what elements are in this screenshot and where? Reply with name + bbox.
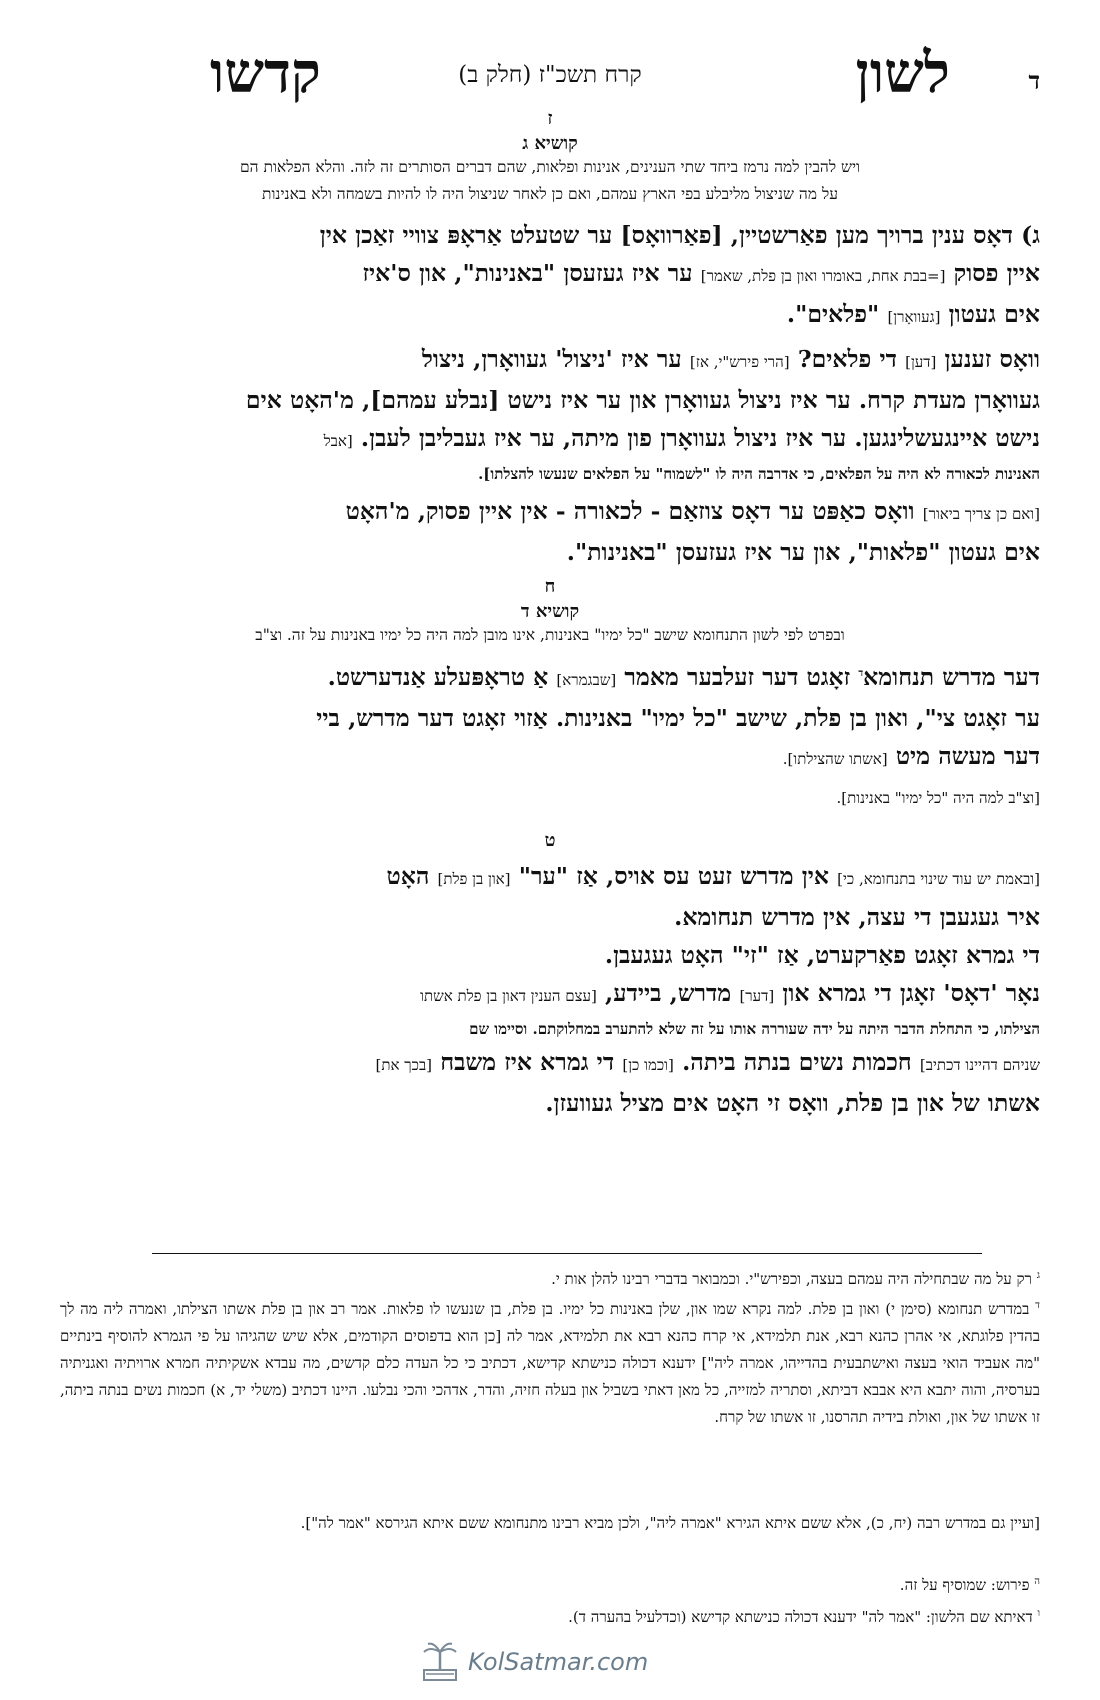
section-letter: ז <box>547 108 553 129</box>
note-line: [וצ"ב למה היה "כל ימיו" באנינות]. <box>836 788 1040 807</box>
text-line: הצילתו, כי התחלת הדבר היתה על ידה שעוררה אותו על זה שלא להתערב במחלוקתם. וסיימו שם <box>469 1020 1040 1038</box>
paragraph <box>60 492 1040 571</box>
paragraph <box>60 340 1040 488</box>
section-chet <box>60 576 1040 812</box>
text-line: [ובאמת יש עוד שינוי בתנחומא, כי] אין מדרש זעט עס אויס, אַז "ער" [און בן פלת] האָט <box>386 862 1040 890</box>
brand-name: KolSatmar.com <box>468 1648 649 1676</box>
text-line: איין פסוק [=בבת אחת, באומרו ואון בן פלת, שאמר] ער איז געזעסן "באנינות", און ס'איז <box>362 259 1040 287</box>
intro-line: ויש להבין למה נרמז ביחד שתי הענינים, אנינות ופלאות, שהם דברים הסותרים זה לזה. והלא הפלאות הם <box>239 158 861 176</box>
paragraph <box>60 216 1040 336</box>
paragraph <box>60 655 1040 778</box>
header-title-left: קדשו <box>210 40 321 106</box>
text-line: אים געטון "פלאות", און ער איז געזעסן "באנינות". <box>566 538 1040 566</box>
text-line: די גמרא זאָגט פאַרקערט, אַז "זי" האָט געגעבן. <box>604 941 1040 969</box>
header-subtitle: קרח תשכ"ז (חלק ב) <box>458 62 642 88</box>
footnote: $^ד$ במדרש תנחומא (סימן י) ואון בן פלת. למה נקרא שמו און, שלן באנינות כל ימיו. בן פלת, בן שנעשו לו פלאות. אמר רב און בן פלת אשתו הצילתו, ואמרה ליה מה לך בהדין פלוגתא, אי אהרן כהנא רבא, אנת תלמידא, אי קרח כהנא רבא את תלמידא, אמר לה [כן הוא בדפוסים הקודמים, אלא שיש שהגיהו על פי הגמרא להוסיף בינתיים "מה אעביד הואי בעצה ואישתבעית בהדייהו, אמרה ליה"] ידענא דכולה כנישתא קדישא, דכתיב כי כל העדה כלם קדשים, מה עבדא אשקיתיה חמרא ארויתיה ואגניתיה בערסיה, והוה יתבא היא אבבא דביתא, וסתריה למזייה, כל מאן דאתי בשביל און בעלה חזיה, והדר, אדהכי והכי נבלעו. היינו דכתיב (משלי יד, א) חכמות נשים בנתה ביתה, זו אשתו של און, ואולת בידיה תהרסנו, זו אשתו של קרח. <box>60 1300 1040 1426</box>
text-line: ער זאָגט צי", ואון בן פלת, שישב "כל ימיו" באנינות. אַזוי זאָגט דער מדרש, ביי <box>316 703 1040 732</box>
question-title: קושיא ג <box>522 133 578 154</box>
text-line: וואָס זענען [דען] די פלאים? [הרי פירש"י, אז] ער איז 'ניצול' געוואָרן, ניצול <box>421 345 1040 373</box>
footnote: [ועיין גם במדרש רבה (יח, כ), אלא ששם איתא הגירא "אמרה ליה", ולכן מביא רבינו מתנחומא ששם איתא הגירסא "אמר לה"]. <box>300 1514 1040 1532</box>
question-intro: ובפרט לפי לשון התנחומא שישב "כל ימיו" באנינות, אינו מובן למה היה כל ימיו באנינות על זה. וצ"ב <box>255 626 845 644</box>
section-zayin <box>60 108 1040 571</box>
section-letter: ט <box>544 830 556 851</box>
text-line: נאָר 'דאָס' זאָגן די גמרא און [דער] מדרש, ביידע, [עצם הענין דאון בן פלת אשתו <box>420 979 1040 1007</box>
page-header <box>60 38 1040 108</box>
section-tet <box>60 830 1040 1122</box>
text-line: איר געגעבן די עצה, אין מדרש תנחומא. <box>674 903 1040 931</box>
footnote-divider <box>152 1253 982 1254</box>
brand-watermark <box>418 1640 648 1684</box>
text-line: שניהם דהיינו דכתיב] חכמות נשים בנתה ביתה. [וכמו כן] די גמרא איז משבח [בכך את] <box>375 1048 1040 1076</box>
text-line: דער מדרש תנחומא$^ד$ זאָגט דער זעלבער מאמר [שבגמרא] אַ טראָפּעלע אַנדערשט. <box>327 662 1040 691</box>
section-letter: ח <box>544 576 556 597</box>
text-line: אים געטון [געוואָרן] "פלאים". <box>786 300 1040 328</box>
footnote: $^ו$ דאיתא שם הלשון: "אמר לה" ידענא דכולה כנישתא קדישא (וכדלעיל בהערה ד). <box>568 1608 1040 1626</box>
paragraph <box>60 857 1040 1122</box>
text-line: [ואם כן צריך ביאור] וואָס כאַפּט ער דאָס צוזאַם - לכאורה - אין איין פסוק, מ'האָט <box>345 497 1040 525</box>
header-title-right: לשון <box>855 40 950 106</box>
text-line: אשתו של און בן פלת, וואָס זי האָט אים מציל געוועזן. <box>545 1089 1040 1117</box>
page-letter: ד <box>1028 66 1040 95</box>
palm-tree-book-icon <box>418 1640 462 1684</box>
text-line: געוואָרן מעדת קרח. ער איז ניצול געוואָרן און ער איז נישט [נבלע עמהם], מ'האָט אים <box>245 386 1040 414</box>
text-line: ג) דאָס ענין ברויך מען פאַרשטיין, [פאַרוואָס] ער שטעלט אַראָפּ צוויי זאַכן אין <box>319 221 1040 249</box>
question-title: קושיא ד <box>520 601 580 622</box>
intro-line: על מה שניצול מליבלע בפי הארץ עמהם, ואם כן לאחר שניצול היה לו להיות בשמחה ולא באנינות <box>262 185 838 203</box>
text-line: האנינות לכאורה לא היה על הפלאים, כי אדרבה היה לו "לשמוח" על הפלאים שנעשו להצלתו]. <box>478 465 1040 483</box>
footnote: $^ג$ רק על מה שבתחילה היה עמהם בעצה, וכפירש"י. וכמבואר בדברי רבינו להלן אות י. <box>551 1270 1040 1288</box>
question-intro <box>60 154 1040 208</box>
text-line: נישט איינגעשלינגען. ער איז ניצול געוואָרן פון מיתה, ער איז געבליבן לעבן. [אבל <box>323 424 1040 452</box>
footnote: $^ה$ פירוש: שמוסיף על זה. <box>899 1576 1040 1594</box>
text-line: דער מעשה מיט [אשתו שהצילתו]. <box>782 741 1040 770</box>
